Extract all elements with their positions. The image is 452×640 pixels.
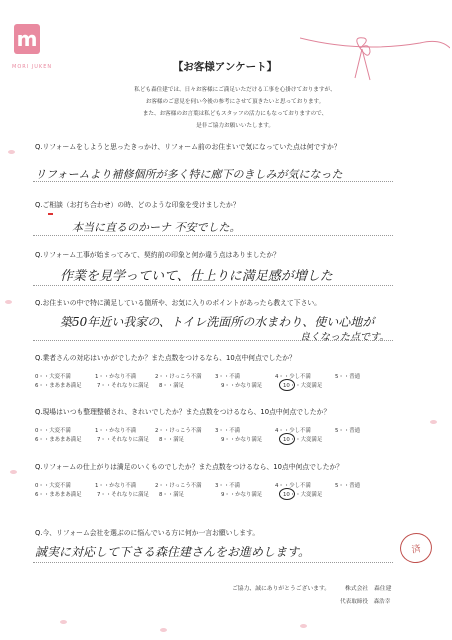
selected-rating-circle bbox=[279, 488, 295, 500]
answer-4-line-2: 良くなった点です。 bbox=[300, 332, 390, 343]
selected-rating-circle bbox=[279, 433, 295, 445]
scale-option: 4・・少し不満 bbox=[275, 428, 311, 434]
decor-petal bbox=[160, 628, 167, 632]
scale-option: 9・・かなり満足 bbox=[221, 492, 263, 498]
scale-option: 4・・少し不満 bbox=[275, 483, 311, 489]
scale-option: 8・・満足 bbox=[159, 437, 184, 443]
scale-option: 9・・かなり満足 bbox=[221, 437, 263, 443]
answer-3: 作業を見学っていて、仕上りに満足感が増した bbox=[60, 269, 333, 284]
decor-petal bbox=[60, 620, 67, 624]
representative-name: 代表取締役 森浩幸 bbox=[340, 599, 391, 605]
intro-line: 私ども森住建では、日々お客様にご満足いただける工事を心掛けておりますが、 bbox=[134, 87, 336, 93]
intro-line: お客様のご意見を伺い今後の参考にさせて頂きたいと思っております。 bbox=[145, 99, 325, 105]
scale-option: 2・・けっこう不満 bbox=[155, 428, 202, 434]
scale-option: 1・・かなり不満 bbox=[95, 374, 137, 380]
scale-option: 4・・少し不満 bbox=[275, 374, 311, 380]
scale-option: 2・・けっこう不満 bbox=[155, 374, 202, 380]
decor-petal bbox=[5, 300, 12, 304]
scale-option: 0・・大変不満 bbox=[35, 374, 71, 380]
question-1: Q.リフォームをしようと思ったきっかけ、リフォーム前のお住まいで気になっていた点は何ですか？ bbox=[35, 143, 341, 151]
scale-option: 2・・けっこう不満 bbox=[155, 483, 202, 489]
scale-option: 6・・まあまあ満足 bbox=[35, 492, 82, 498]
company-logo-icon bbox=[14, 24, 40, 54]
page-title: 【お客様アンケート】 bbox=[172, 61, 278, 73]
answer-4-line-1: 築50年近い我家の、トイレ洗面所の水まわり、使い心地が bbox=[60, 315, 375, 329]
thanks-text: ご協力、誠にありがとうございます。 bbox=[232, 586, 331, 592]
logo-mark: m bbox=[16, 27, 38, 51]
scale-option: 10・・大変満足 bbox=[283, 492, 323, 498]
scale-option: 5・・普通 bbox=[335, 428, 360, 434]
scale-option: 0・・大変不満 bbox=[35, 483, 71, 489]
scale-option: 0・・大変不満 bbox=[35, 428, 71, 434]
question-5: Q.業者さんの対応はいかがでしたか？また点数をつけるなら、10点中何点でしたか？ bbox=[35, 354, 296, 362]
ribbon-decoration bbox=[300, 18, 450, 88]
selected-rating-circle bbox=[279, 379, 295, 391]
scale-option: 10・・大変満足 bbox=[283, 383, 323, 389]
scale-option: 9・・かなり満足 bbox=[221, 383, 263, 389]
decor-petal bbox=[8, 150, 15, 154]
scale-option: 8・・満足 bbox=[159, 383, 184, 389]
question-3: Q.リフォーム工事が始まってみて、契約前の印象と何か違う点はありましたか？ bbox=[35, 251, 280, 259]
question-6: Q.現場はいつも整理整頓され、きれいでしたか？また点数をつけるなら、10点中何点でしたか？ bbox=[35, 408, 331, 416]
scale-option: 1・・かなり不満 bbox=[95, 483, 137, 489]
intro-line: また、お客様のお言葉は私どもスタッフの活力にもなっておりますので、 bbox=[142, 111, 328, 117]
scale-option: 3・・不満 bbox=[215, 483, 240, 489]
question-4: Q.お住まいの中で特に満足している箇所や、お気に入りのポイントがあったら教えて下さい。 bbox=[35, 299, 321, 307]
question-2: Q.ご相談（お打ち合わせ）の時、どのような印象を受けましたか？ bbox=[35, 201, 240, 209]
scale-option: 3・・不満 bbox=[215, 374, 240, 380]
intro-line: 是非ご協力お願いいたします。 bbox=[196, 123, 274, 129]
rating-scale-1 bbox=[35, 372, 395, 390]
scale-option: 10・・大変満足 bbox=[283, 437, 323, 443]
answer-1: リフォームより補修個所が多く特に廊下のきしみが気になった bbox=[35, 168, 343, 181]
decor-petal bbox=[430, 420, 437, 424]
question-8: Q.今、リフォーム会社を選ぶのに悩んでいる方に何か一言お願いします。 bbox=[35, 529, 260, 537]
answer-8: 誠実に対応して下さる森住建さんをお進めします。 bbox=[35, 545, 311, 559]
question-7: Q.リフォームの仕上がりは満足のいくものでしたか？また点数をつけるなら、10点中何点でしたか？ bbox=[35, 463, 344, 471]
rating-scale-3 bbox=[35, 481, 395, 499]
check-stamp: 済 bbox=[398, 530, 435, 565]
scale-option: 5・・普通 bbox=[335, 374, 360, 380]
scale-option: 7・・それなりに満足 bbox=[97, 383, 149, 389]
scale-option: 7・・それなりに満足 bbox=[97, 437, 149, 443]
scale-option: 8・・満足 bbox=[159, 492, 184, 498]
logo-name: MORI JUKEN bbox=[12, 64, 53, 70]
rating-scale-2 bbox=[35, 426, 395, 444]
decor-petal bbox=[300, 624, 307, 628]
scale-option: 6・・まあまあ満足 bbox=[35, 437, 82, 443]
scale-option: 5・・普通 bbox=[335, 483, 360, 489]
answer-2: 本当に直るのかーナ 不安でした。 bbox=[72, 221, 241, 234]
scale-option: 3・・不満 bbox=[215, 428, 240, 434]
red-mark bbox=[48, 213, 53, 215]
company-name: 株式会社 森住建 bbox=[345, 586, 392, 592]
scale-option: 7・・それなりに満足 bbox=[97, 492, 149, 498]
decor-petal bbox=[10, 470, 17, 474]
scale-option: 6・・まあまあ満足 bbox=[35, 383, 82, 389]
scale-option: 1・・かなり不満 bbox=[95, 428, 137, 434]
